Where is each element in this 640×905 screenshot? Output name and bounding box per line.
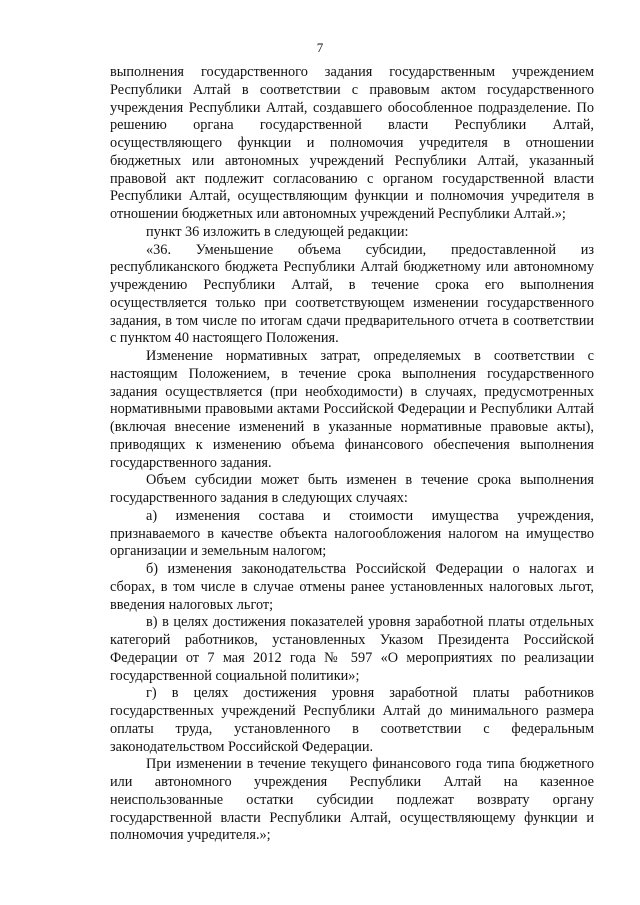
list-item-b: б) изменения законодательства Российской Федерации о налогах и сборах, в том числе в случае отмены ранее установленных налоговых льгот, введения налоговых льгот; (110, 561, 594, 613)
list-item-v: в) в целях достижения показателей уровня заработной платы отдельных категорий работников, установленных Указом Президента Российской Федерации от 7 мая 2012 года № 597 «О мероприятиях по реализации государственной социальной политики»; (110, 614, 594, 684)
page-number: 7 (316, 40, 324, 55)
paragraph-1: выполнения государственного задания государственным учреждением Республики Алтай в соответствии с правовым актом государственного учреждения Республики Алтай, создавшего обособленное подразделение. По решению органа государственной власти Республики Алтай, осуществляющего функции и полномочия учредителя в отношении бюджетных или автономных учреждений Республики Алтай, указанный правовой акт подлежит согласованию с органом государственной власти Республики Алтай, осуществляющим функции и полномочия учредителя в отношении бюджетных или автономных учреждений Республики Алтай.»; (110, 64, 594, 222)
list-item-a: а) изменения состава и стоимости имущества учреждения, признаваемого в качестве объекта налогообложения налогом на имущество организации и земельным налогом; (110, 507, 594, 560)
paragraph-3: «36. Уменьшение объема субсидии, предоставленной из республиканского бюджета Республики Алтай бюджетному или автономному учреждению Республики Алтай, в течение срока его выполнения осуществляется только при соответствующем изменении государственного задания, в том числе по итогам сдачи предварительного отчета в соответствии с пунктом 40 настоящего Положения. (110, 241, 594, 347)
paragraph-4: Изменение нормативных затрат, определяемых в соответствии с настоящим Положением, в течение срока выполнения государственного задания осуществляется (при необходимости) в случаях, предусмотренных нормативными правовыми актами Российской Федерации и Республики Алтай (включая внесение изменений в указанные нормативные правовые акты), приводящих к изменению объема финансового обеспечения выполнения государственного задания. (110, 348, 594, 471)
document-body (110, 64, 594, 845)
paragraph-5: Объем субсидии может быть изменен в течение срока выполнения государственного задания в следующих случаях: (110, 472, 594, 506)
list-item-g: г) в целях достижения уровня заработной платы работников государственных учреждений Республики Алтай до минимального размера оплаты труда, установленного в соответствии с федеральным законодательством Российской Федерации. (110, 685, 594, 755)
paragraph-final: При изменении в течение текущего финансового года типа бюджетного или автономного учреждения Республики Алтай на казенное неиспользованные остатки субсидии подлежат возврату органу государственной власти Республики Алтай, осуществляющему функции и полномочия учредителя.»; (110, 756, 594, 844)
paragraph-2: пункт 36 изложить в следующей редакции: (146, 223, 409, 240)
